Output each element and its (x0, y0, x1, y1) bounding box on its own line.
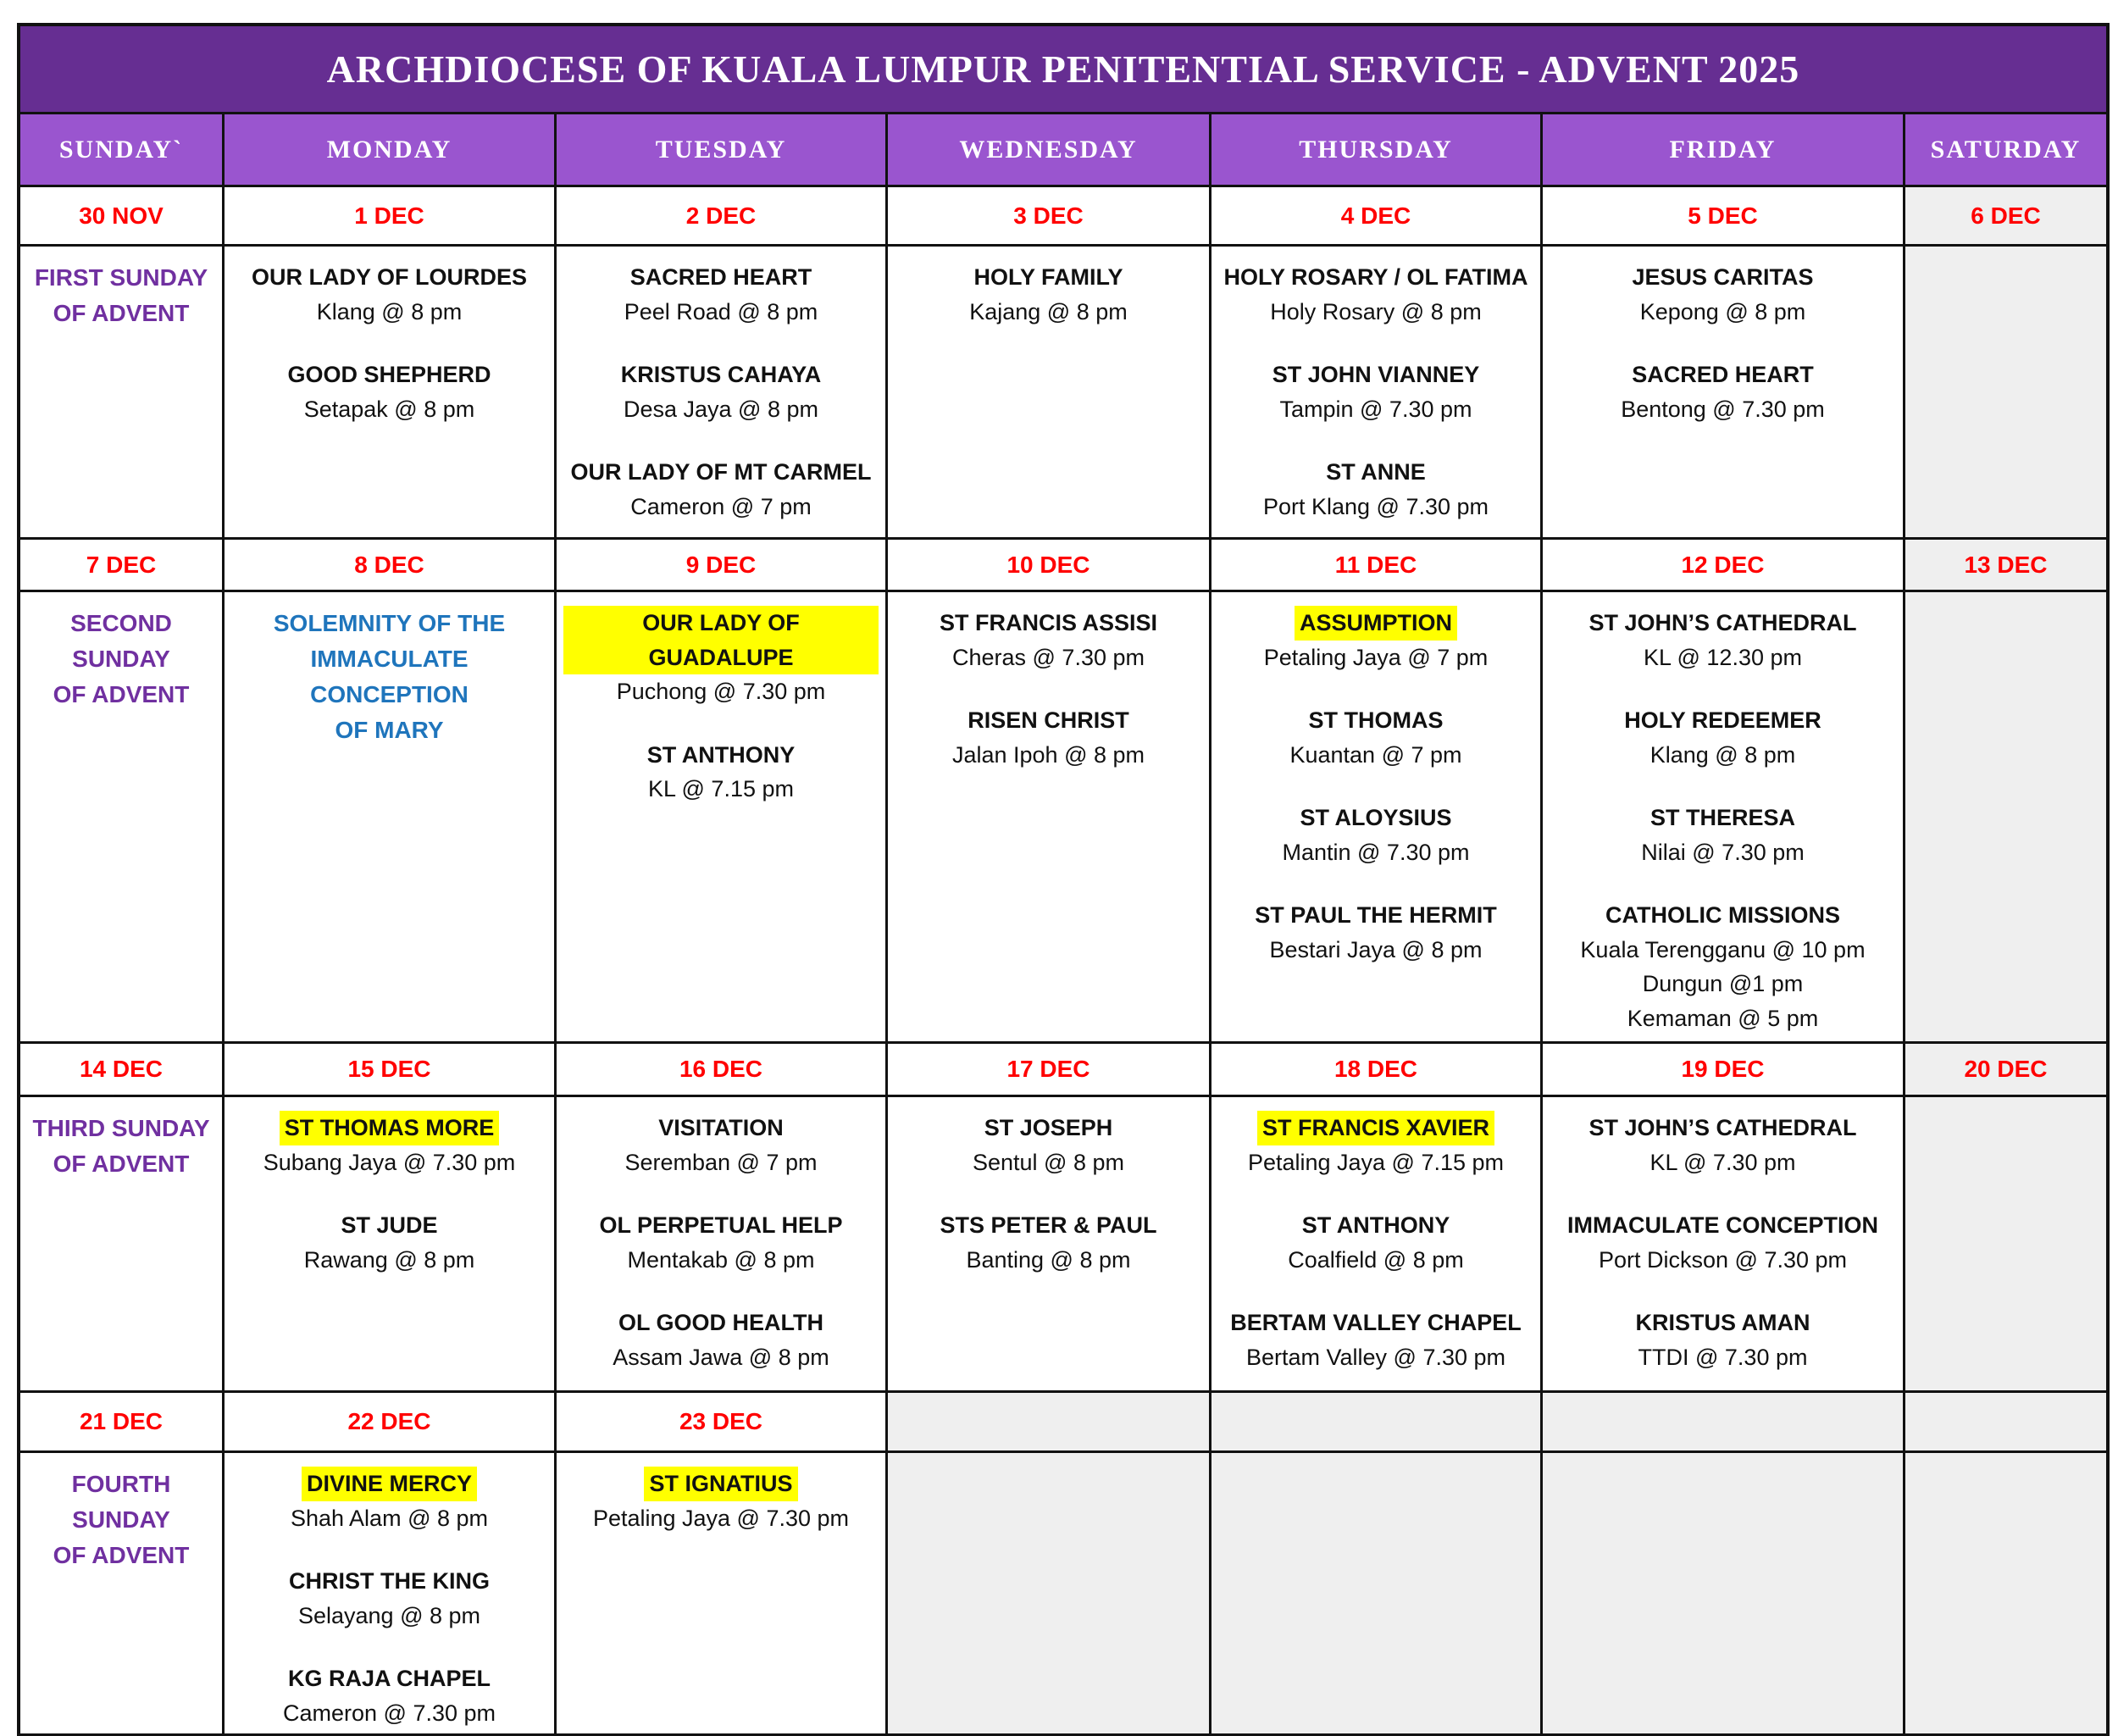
date-label: 9 DEC (685, 551, 757, 578)
event-tuesday-week1 (563, 455, 879, 524)
event-location-time: KL @ 12.30 pm (1643, 644, 1802, 670)
event-church-name (1550, 606, 1896, 641)
week4-content-row (20, 1453, 2106, 1733)
event-monday-week3 (231, 1208, 547, 1277)
event-location-time: Subang Jaya @ 7.30 pm (263, 1149, 516, 1175)
event-name-text: SACRED HEART (1632, 362, 1814, 387)
event-church-name (563, 1111, 879, 1145)
cell-week4-friday (1543, 1453, 1905, 1733)
event-thursday-week2 (1218, 801, 1533, 869)
date-label: 30 NOV (79, 202, 164, 229)
sunday-season-label-line: FOURTH (71, 1471, 171, 1497)
event-location-time: Setapak @ 8 pm (303, 396, 475, 422)
date-cell-week4-thursday (1211, 1393, 1543, 1453)
event-church-name (563, 1306, 879, 1340)
weekday-header-tuesday: TUESDAY (557, 114, 888, 187)
cell-week2-thursday (1211, 592, 1543, 1044)
date-label: 1 DEC (354, 202, 424, 229)
weekday-header-monday: MONDAY (225, 114, 557, 187)
event-church-name (1218, 260, 1533, 295)
event-name-text: OUR LADY OF MT CARMEL (570, 459, 872, 485)
event-church-name (563, 455, 879, 490)
date-label: 7 DEC (86, 551, 157, 578)
event-friday-week3 (1550, 1306, 1896, 1374)
event-name-text: ST THERESA (1649, 805, 1796, 830)
event-church-name (1550, 703, 1896, 738)
date-cell-week1-tuesday (557, 187, 888, 247)
week3-date-row (20, 1044, 2106, 1097)
event-name-text: HOLY FAMILY (973, 264, 1123, 290)
solemnity-note-line: IMMACULATE CONCEPTION (310, 646, 469, 707)
event-monday-week4 (231, 1467, 547, 1535)
event-name-text: KRISTUS CAHAYA (620, 362, 822, 387)
date-cell-week2-sunday (20, 540, 225, 592)
event-name-text: CHRIST THE KING (288, 1568, 490, 1594)
event-tuesday-week4 (563, 1467, 879, 1535)
event-location-time: Petaling Jaya @ 7.15 pm (1247, 1149, 1505, 1175)
event-location-time: Nilai @ 7.30 pm (1641, 839, 1805, 865)
date-cell-week4-friday (1543, 1393, 1905, 1453)
event-church-name (231, 1111, 547, 1145)
event-friday-week1 (1550, 358, 1896, 426)
event-church-name (1550, 358, 1896, 392)
event-name-text: OUR LADY OF LOURDES (251, 264, 527, 290)
date-cell-week2-wednesday (888, 540, 1211, 592)
event-location-time: Petaling Jaya @ 7.30 pm (592, 1505, 850, 1531)
cell-week3-tuesday (557, 1097, 888, 1393)
event-name-text: ST JOHN’S CATHEDRAL (1588, 610, 1857, 635)
sunday-season-label-line: OF ADVENT (53, 1151, 190, 1177)
cell-week1-monday (225, 247, 557, 540)
event-church-name (231, 1564, 547, 1599)
event-name-text: IMMACULATE CONCEPTION (1567, 1212, 1878, 1238)
event-thursday-week1 (1218, 358, 1533, 426)
event-wednesday-week3 (895, 1208, 1202, 1277)
date-label: 2 DEC (685, 202, 757, 229)
date-cell-week2-monday (225, 540, 557, 592)
date-cell-week4-wednesday (888, 1393, 1211, 1453)
event-location-time: Banting @ 8 pm (966, 1246, 1131, 1273)
sunday-season-label-line: SECOND (70, 610, 172, 636)
cell-week3-wednesday (888, 1097, 1211, 1393)
date-cell-week1-friday (1543, 187, 1905, 247)
date-cell-week3-sunday (20, 1044, 225, 1097)
cell-week1-wednesday (888, 247, 1211, 540)
event-wednesday-week1 (895, 260, 1202, 329)
weekday-header-friday: FRIDAY (1543, 114, 1905, 187)
date-label: 11 DEC (1334, 551, 1417, 578)
cell-week2-friday (1543, 592, 1905, 1044)
event-name-text: KRISTUS AMAN (1635, 1310, 1810, 1335)
date-cell-week2-saturday (1905, 540, 2106, 592)
date-cell-week4-tuesday (557, 1393, 888, 1453)
date-label: 13 DEC (1964, 551, 2048, 578)
highlighted-event-name: ST IGNATIUS (644, 1467, 797, 1501)
event-location-time: Bentong @ 7.30 pm (1621, 396, 1825, 422)
event-friday-week2 (1550, 801, 1896, 869)
event-name-text: ST THOMAS (1308, 707, 1444, 733)
date-label: 23 DEC (679, 1408, 763, 1434)
date-label: 22 DEC (347, 1408, 431, 1434)
event-location-time: Cameron @ 7.30 pm (282, 1700, 496, 1726)
event-name-text: ST ANTHONY (646, 741, 796, 768)
event-friday-week2 (1550, 606, 1896, 674)
cell-week4-wednesday (888, 1453, 1211, 1733)
weekday-header-sunday: SUNDAY` (20, 114, 225, 187)
event-name-text: KG RAJA CHAPEL (287, 1666, 491, 1691)
sunday-season-label-line: OF ADVENT (53, 300, 190, 326)
week1-content-row (20, 247, 2106, 540)
event-church-name (1218, 703, 1533, 738)
event-name-text: VISITATION (658, 1115, 784, 1140)
event-monday-week4 (231, 1564, 547, 1633)
event-thursday-week2 (1218, 703, 1533, 772)
event-friday-week1 (1550, 260, 1896, 329)
cell-week1-sunday (20, 247, 225, 540)
date-label: 4 DEC (1340, 202, 1411, 229)
cell-week1-thursday (1211, 247, 1543, 540)
event-name-text: BERTAM VALLEY CHAPEL (1230, 1310, 1522, 1335)
event-name-text: SACRED HEART (629, 264, 812, 290)
event-name-text: ST ALOYSIUS (1300, 805, 1452, 830)
sunday-season-label-line: SUNDAY (72, 1506, 170, 1533)
event-location-time: Cheras @ 7.30 pm (951, 644, 1145, 670)
event-church-name (231, 1661, 547, 1696)
event-tuesday-week3 (563, 1111, 879, 1179)
weekday-header-wednesday: WEDNESDAY (888, 114, 1211, 187)
event-location-time: Dungun @1 pm (1642, 971, 1804, 996)
event-location-time: TTDI @ 7.30 pm (1638, 1344, 1808, 1370)
cell-week2-monday (225, 592, 557, 1044)
event-location-time: Assam Jawa @ 8 pm (613, 1344, 829, 1370)
event-name-text: HOLY ROSARY / OL FATIMA (1223, 264, 1528, 290)
weekday-header-thursday: THURSDAY (1211, 114, 1543, 187)
event-name-text: ST ANTHONY (1301, 1212, 1450, 1238)
date-cell-week4-monday (225, 1393, 557, 1453)
event-name-text: STS PETER & PAUL (940, 1212, 1157, 1238)
event-location-time: Cameron @ 7 pm (630, 493, 812, 519)
cell-week4-saturday (1905, 1453, 2106, 1733)
week2-date-row (20, 540, 2106, 592)
date-cell-week3-monday (225, 1044, 557, 1097)
event-location-time: Klang @ 8 pm (316, 298, 463, 324)
event-location-time: Kuala Terengganu @ 10 pm (1580, 936, 1866, 962)
event-name-text: ST JOSEPH (984, 1115, 1113, 1140)
event-church-name (895, 703, 1202, 738)
date-cell-week3-friday (1543, 1044, 1905, 1097)
solemnity-note-line: OF MARY (335, 717, 444, 743)
event-tuesday-week1 (563, 358, 879, 426)
event-friday-week3 (1550, 1111, 1896, 1179)
event-location-time: Klang @ 8 pm (1649, 741, 1796, 768)
event-thursday-week3 (1218, 1208, 1533, 1277)
event-name-text: RISEN CHRIST (968, 707, 1129, 733)
date-cell-week1-sunday (20, 187, 225, 247)
event-location-time: Selayang @ 8 pm (297, 1602, 481, 1628)
date-cell-week4-sunday (20, 1393, 225, 1453)
cell-week2-saturday (1905, 592, 2106, 1044)
date-label: 8 DEC (354, 551, 424, 578)
event-church-name (563, 738, 879, 773)
event-location-time: Bertam Valley @ 7.30 pm (1245, 1344, 1506, 1370)
event-location-time: Mantin @ 7.30 pm (1282, 839, 1470, 865)
date-label: 10 DEC (1006, 551, 1090, 578)
event-location-time: Petaling Jaya @ 7 pm (1263, 644, 1489, 670)
event-location-time: Mentakab @ 8 pm (627, 1246, 815, 1273)
event-church-name (1550, 260, 1896, 295)
date-label: 21 DEC (79, 1408, 164, 1434)
week1-date-row (20, 187, 2106, 247)
event-church-name (231, 1467, 547, 1501)
event-location-time: Jalan Ipoh @ 8 pm (951, 741, 1145, 768)
event-location-time: Kuantan @ 7 pm (1289, 741, 1462, 768)
event-name-text: ST JOHN VIANNEY (1272, 362, 1480, 387)
event-church-name (1550, 801, 1896, 835)
event-church-name (895, 1111, 1202, 1145)
highlighted-event-name: DIVINE MERCY (302, 1467, 477, 1501)
event-church-name (1218, 898, 1533, 933)
event-church-name (1218, 1111, 1533, 1145)
event-friday-week3 (1550, 1208, 1896, 1277)
event-tuesday-week3 (563, 1208, 879, 1277)
event-church-name (1218, 1306, 1533, 1340)
week4-date-row (20, 1393, 2106, 1453)
date-label: 12 DEC (1681, 551, 1765, 578)
cell-week4-sunday (20, 1453, 225, 1733)
date-label: 16 DEC (679, 1056, 763, 1082)
event-location-time: Rawang @ 8 pm (303, 1246, 475, 1273)
date-cell-week3-tuesday (557, 1044, 888, 1097)
cell-week3-monday (225, 1097, 557, 1393)
highlighted-event-name: ST FRANCIS XAVIER (1257, 1111, 1494, 1145)
date-label: 18 DEC (1333, 1056, 1418, 1082)
event-location-time: Puchong @ 7.30 pm (616, 679, 826, 704)
date-cell-week2-friday (1543, 540, 1905, 592)
date-cell-week1-saturday (1905, 187, 2106, 247)
date-cell-week1-thursday (1211, 187, 1543, 247)
event-friday-week2 (1550, 898, 1896, 1035)
event-church-name (563, 260, 879, 295)
event-wednesday-week2 (895, 703, 1202, 772)
cell-week3-friday (1543, 1097, 1905, 1393)
weekday-header-row (20, 114, 2106, 187)
event-church-name (1218, 606, 1533, 641)
date-cell-week3-thursday (1211, 1044, 1543, 1097)
event-wednesday-week3 (895, 1111, 1202, 1179)
event-location-time: Kemaman @ 5 pm (1627, 1005, 1819, 1031)
event-location-time: Sentul @ 8 pm (973, 1149, 1124, 1175)
event-church-name (1550, 1208, 1896, 1243)
date-label: 19 DEC (1681, 1056, 1765, 1082)
date-cell-week1-wednesday (888, 187, 1211, 247)
date-label: 15 DEC (347, 1056, 431, 1082)
event-name-text: ST PAUL THE HERMIT (1255, 902, 1497, 928)
date-cell-week2-tuesday (557, 540, 888, 592)
event-name-text: ST JOHN’S CATHEDRAL (1588, 1115, 1857, 1140)
event-thursday-week2 (1218, 606, 1533, 674)
event-church-name (231, 1208, 547, 1243)
date-label: 17 DEC (1006, 1056, 1090, 1082)
sunday-season-label-line: OF ADVENT (53, 681, 190, 707)
event-location-time: Port Dickson @ 7.30 pm (1598, 1246, 1848, 1273)
cell-week3-thursday (1211, 1097, 1543, 1393)
date-cell-week1-monday (225, 187, 557, 247)
advent-schedule-table (17, 23, 2110, 1736)
date-cell-week2-thursday (1211, 540, 1543, 592)
date-label: 5 DEC (1688, 202, 1758, 229)
event-church-name (895, 606, 1202, 641)
event-church-name (1218, 1208, 1533, 1243)
date-cell-week4-saturday (1905, 1393, 2106, 1453)
calendar-title: ARCHDIOCESE OF KUALA LUMPUR PENITENTIAL SERVICE - ADVENT 2025 (20, 26, 2106, 114)
date-cell-week3-saturday (1905, 1044, 2106, 1097)
event-location-time: Tampin @ 7.30 pm (1279, 396, 1472, 422)
event-name-text: ST FRANCIS ASSISI (939, 610, 1158, 635)
event-tuesday-week3 (563, 1306, 879, 1374)
event-thursday-week1 (1218, 260, 1533, 329)
event-monday-week3 (231, 1111, 547, 1179)
event-location-time: Kajang @ 8 pm (969, 298, 1128, 324)
event-church-name (895, 260, 1202, 295)
event-tuesday-week1 (563, 260, 879, 329)
date-label: 3 DEC (1013, 202, 1084, 229)
event-location-time: Coalfield @ 8 pm (1288, 1246, 1464, 1273)
date-cell-week3-wednesday (888, 1044, 1211, 1097)
cell-week1-tuesday (557, 247, 888, 540)
event-name-text: HOLY REDEEMER (1624, 707, 1821, 733)
event-name-text: ST ANNE (1326, 459, 1426, 485)
event-church-name (563, 358, 879, 392)
event-location-time: Desa Jaya @ 8 pm (623, 396, 818, 422)
event-location-time: Peel Road @ 8 pm (624, 298, 818, 324)
event-location-time: Kepong @ 8 pm (1639, 298, 1806, 324)
event-thursday-week3 (1218, 1111, 1533, 1179)
event-tuesday-week2 (563, 738, 879, 807)
event-thursday-week3 (1218, 1306, 1533, 1374)
event-church-name (1218, 358, 1533, 392)
event-church-name (231, 260, 547, 295)
highlighted-event-name: OUR LADY OF GUADALUPE (563, 606, 879, 674)
cell-week4-thursday (1211, 1453, 1543, 1733)
event-church-name (1218, 801, 1533, 835)
cell-week2-tuesday (557, 592, 888, 1044)
highlighted-event-name: ASSUMPTION (1295, 606, 1457, 641)
event-church-name (231, 358, 547, 392)
event-church-name (895, 1208, 1202, 1243)
event-location-time: Shah Alam @ 8 pm (290, 1505, 489, 1531)
event-friday-week2 (1550, 703, 1896, 772)
event-location-time: Holy Rosary @ 8 pm (1270, 298, 1482, 324)
cell-week3-sunday (20, 1097, 225, 1393)
cell-week2-wednesday (888, 592, 1211, 1044)
event-monday-week1 (231, 260, 547, 329)
cell-week3-saturday (1905, 1097, 2106, 1393)
event-church-name (563, 1208, 879, 1243)
sunday-season-label-line: OF ADVENT (53, 1542, 190, 1568)
event-wednesday-week2 (895, 606, 1202, 674)
weekday-header-saturday: SATURDAY (1905, 114, 2106, 187)
event-church-name (563, 1467, 879, 1501)
highlighted-event-name: ST THOMAS MORE (280, 1111, 500, 1145)
event-name-text: ST JUDE (341, 1212, 438, 1238)
event-church-name (1550, 898, 1896, 933)
event-church-name (1550, 1306, 1896, 1340)
event-name-text: GOOD SHEPHERD (287, 362, 491, 387)
event-tuesday-week2 (563, 606, 879, 709)
sunday-season-label-line: SUNDAY (72, 646, 170, 672)
event-location-time: Bestari Jaya @ 8 pm (1269, 936, 1483, 962)
event-church-name (563, 606, 879, 674)
cell-week1-friday (1543, 247, 1905, 540)
event-church-name (1550, 1111, 1896, 1145)
event-monday-week4 (231, 1661, 547, 1730)
date-label: 6 DEC (1971, 202, 2041, 229)
event-name-text: CATHOLIC MISSIONS (1605, 902, 1840, 928)
event-name-text: JESUS CARITAS (1632, 264, 1814, 290)
cell-week4-monday (225, 1453, 557, 1733)
cell-week1-saturday (1905, 247, 2106, 540)
event-location-time: KL @ 7.30 pm (1649, 1149, 1796, 1175)
event-name-text: OL GOOD HEALTH (618, 1310, 823, 1335)
event-name-text: OL PERPETUAL HELP (599, 1212, 843, 1238)
cell-week4-tuesday (557, 1453, 888, 1733)
event-thursday-week2 (1218, 898, 1533, 967)
event-location-time: Port Klang @ 7.30 pm (1262, 493, 1489, 519)
event-location-time: Seremban @ 7 pm (624, 1149, 818, 1175)
event-thursday-week1 (1218, 455, 1533, 524)
cell-week2-sunday (20, 592, 225, 1044)
event-location-time: KL @ 7.15 pm (648, 776, 794, 801)
event-monday-week1 (231, 358, 547, 426)
date-label: 14 DEC (79, 1056, 164, 1082)
event-church-name (1218, 455, 1533, 490)
week3-content-row (20, 1097, 2106, 1393)
sunday-season-label-line: THIRD SUNDAY (32, 1115, 210, 1141)
sunday-season-label-line: FIRST SUNDAY (34, 264, 208, 291)
week2-content-row (20, 592, 2106, 1044)
solemnity-note-line: SOLEMNITY OF THE (273, 610, 506, 636)
date-label: 20 DEC (1964, 1056, 2048, 1082)
